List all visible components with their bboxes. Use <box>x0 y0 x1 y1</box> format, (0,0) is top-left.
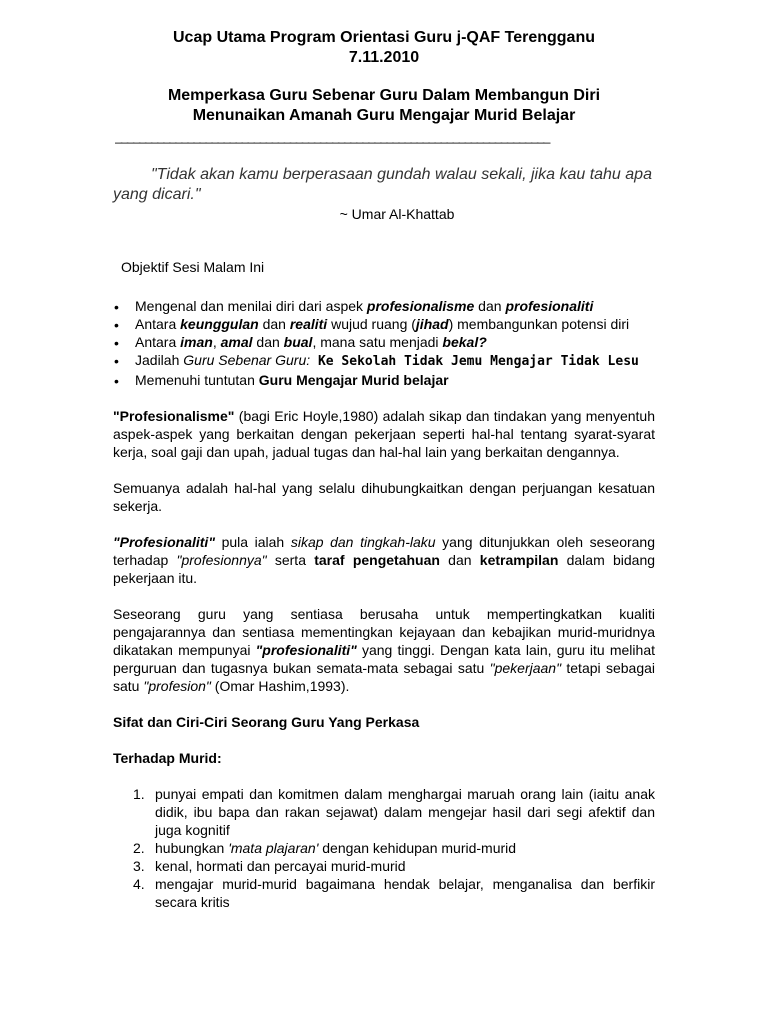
paragraph-guru: Seseorang guru yang sentiasa berusaha untuk mempertingkatkan kualiti pengajarannya dan sentiasa mementingkan kejayaan dan kebajikan murid-muridnya dikatakan mempunyai "profesionaliti" yang tinggi. Dengan kata lain, guru itu melihat perguruan dan tugasnya bukan semata-mata sebagai satu "pekerjaan" tetapi sebagai satu "profesion" (Omar Hashim,1993). <box>113 606 655 694</box>
list-item: • Mengenal dan menilai diri dari aspek profesionalisme dan profesionaliti <box>114 298 594 315</box>
list-item: 2. hubungkan 'mata plajaran' dengan kehidupan murid-murid <box>133 840 517 856</box>
list-item: • Jadilah Guru Sebenar Guru: Ke Sekolah Tidak Jemu Mengajar Tidak Lesu <box>114 352 639 369</box>
bullet-icon: • <box>114 373 119 389</box>
section-heading: Sifat dan Ciri-Ciri Seorang Guru Yang Perkasa <box>113 714 420 730</box>
paragraph-profesionaliti: "Profesionaliti" pula ialah sikap dan tingkah-laku yang ditunjukkan oleh seseorang terhadap "profesionnya" serta taraf pengetahuan dan ketrampilan dalam bidang pekerjaan itu. <box>113 534 656 586</box>
bullet-icon: • <box>114 335 119 351</box>
divider-rule: ________________________________________________________________________ <box>115 130 550 144</box>
subtitle-line-2: Menunaikan Amanah Guru Mengajar Murid Belajar <box>192 107 576 124</box>
list-item: 4. mengajar murid-murid bagaimana hendak belajar, menganalisa dan berfikir secara kritis <box>133 876 655 910</box>
bullet-icon: • <box>114 317 119 333</box>
quote-text: "Tidak akan kamu berperasaan gundah walau sekali, jika kau tahu apa yang dicari." <box>113 166 652 203</box>
paragraph-kesatuan: Semuanya adalah hal-hal yang selalu dihubungkaitkan dengan perjuangan kesatuan sekerja. <box>113 480 655 514</box>
list-item: • Antara iman, amal dan bual, mana satu menjadi bekal? <box>114 334 487 351</box>
murid-list <box>113 785 655 911</box>
section-subheading: Terhadap Murid: <box>113 750 222 766</box>
objectives-heading: Objektif Sesi Malam Ini <box>121 259 265 275</box>
list-item: • Antara keunggulan dan realiti wujud ruang (jihad) membangunkan potensi diri <box>114 316 630 333</box>
document-title: Ucap Utama Program Orientasi Guru j-QAF Terengganu <box>173 29 595 46</box>
document-page <box>113 28 655 911</box>
paragraph-profesionalisme: "Profesionalisme" (bagi Eric Hoyle,1980) adalah sikap dan tindakan yang menyentuh aspek-aspek yang berkaitan dengan pekerjaan seperti hal-hal tentang syarat-syarat kerja, soal gaji dan upah, jadual tugas dan hal-hal lain yang berkaitan dengannya. <box>113 408 655 460</box>
objectives-list <box>113 297 655 389</box>
list-item: 3. kenal, hormati dan percayai murid-murid <box>133 858 406 874</box>
bullet-icon: • <box>114 353 119 369</box>
subtitle-line-1: Memperkasa Guru Sebenar Guru Dalam Membangun Diri <box>167 87 601 104</box>
list-item: 1. punyai empati dan komitmen dalam menghargai maruah orang lain (iaitu anak didik, ibu bapa dan rakan sejawat) dalam mengejar hasil dari segi afektif dan juga kognitif <box>133 786 655 838</box>
list-item: • Memenuhi tuntutan Guru Mengajar Murid belajar <box>114 372 449 389</box>
quote-author: ~ Umar Al-Khattab <box>339 206 455 222</box>
document-date: 7.11.2010 <box>348 49 420 66</box>
bullet-icon: • <box>114 299 119 315</box>
